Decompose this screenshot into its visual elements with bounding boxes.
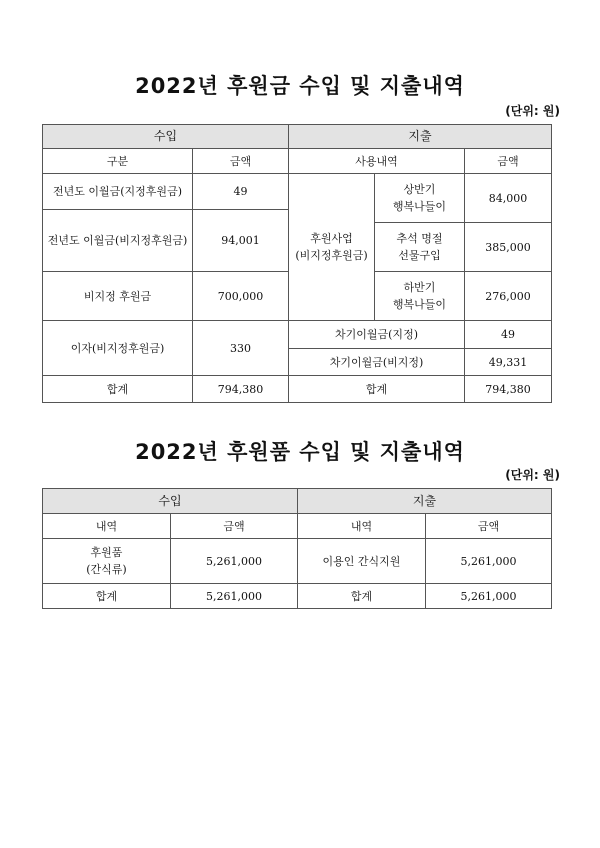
goods-usage-header: 내역 — [297, 513, 426, 539]
goods-item-line1: 후원품 — [90, 546, 123, 559]
goods-usage: 이용인 간식지원 — [297, 538, 426, 584]
income-amount: 49 — [192, 173, 289, 210]
total-expense-label: 합계 — [288, 375, 465, 403]
program-item-amount: 84,000 — [464, 173, 552, 223]
goods-grid — [42, 488, 552, 609]
total-income: 794,380 — [192, 375, 289, 403]
goods-total-label: 합계 — [42, 583, 171, 609]
goods-amount-header: 금액 — [170, 513, 298, 539]
category-header: 구분 — [42, 148, 193, 174]
expense-amount-header: 금액 — [464, 148, 552, 174]
program-item — [374, 222, 465, 272]
income-label: 비지정 후원금 — [42, 271, 193, 321]
program-item — [374, 271, 465, 321]
goods-usage-amount-header: 금액 — [425, 513, 552, 539]
goods-usage-amount: 5,261,000 — [425, 538, 552, 584]
goods-total-income: 5,261,000 — [170, 583, 298, 609]
goods-item-cell — [42, 538, 171, 584]
carryover-label: 차기이월금(지정) — [288, 320, 465, 349]
program-item-line1: 추석 명절 — [396, 232, 443, 245]
goods-expense-header: 지출 — [297, 488, 552, 514]
income-label: 전년도 이월금(지정후원금) — [42, 173, 193, 210]
goods-amount: 5,261,000 — [170, 538, 298, 584]
income-header: 수입 — [42, 124, 289, 149]
program-item-amount: 385,000 — [464, 222, 552, 272]
program-cell — [288, 173, 375, 321]
goods-income-header: 수입 — [42, 488, 298, 514]
usage-header: 사용내역 — [288, 148, 465, 174]
program-item-line2: 행복나들이 — [392, 298, 447, 311]
total-expense: 794,380 — [464, 375, 552, 403]
goods-total-expense: 5,261,000 — [425, 583, 552, 609]
goods-item-header: 내역 — [42, 513, 171, 539]
income-amount: 330 — [192, 320, 289, 376]
donation-grid — [42, 124, 552, 403]
program-item-line1: 상반기 — [403, 183, 436, 196]
amount-header: 금액 — [192, 148, 289, 174]
program-item-amount: 276,000 — [464, 271, 552, 321]
income-label: 전년도 이월금(비지정후원금) — [42, 209, 193, 272]
donation-title: 2022년 후원금 수입 및 지출내역 — [135, 74, 465, 98]
program-name: 후원사업 — [310, 232, 353, 245]
program-item-line2: 행복나들이 — [392, 200, 447, 213]
donation-unit-label: (단위: 원) — [505, 104, 560, 118]
carryover-amount: 49 — [464, 320, 552, 349]
total-label: 합계 — [42, 375, 193, 403]
carryover-label: 차기이월금(비지정) — [288, 348, 465, 376]
income-amount: 94,001 — [192, 209, 289, 272]
program-item-line2: 선물구입 — [398, 249, 441, 262]
goods-title: 2022년 후원품 수입 및 지출내역 — [135, 440, 465, 464]
goods-item-line2: (간식류) — [86, 563, 127, 576]
goods-unit-label: (단위: 원) — [505, 468, 560, 482]
carryover-amount: 49,331 — [464, 348, 552, 376]
income-amount: 700,000 — [192, 271, 289, 321]
income-label: 이자(비지정후원금) — [42, 320, 193, 376]
goods-total-expense-label: 합계 — [297, 583, 426, 609]
program-item-line1: 하반기 — [403, 281, 436, 294]
program-fund: (비지정후원금) — [295, 249, 368, 262]
program-item — [374, 173, 465, 223]
expense-header: 지출 — [288, 124, 552, 149]
